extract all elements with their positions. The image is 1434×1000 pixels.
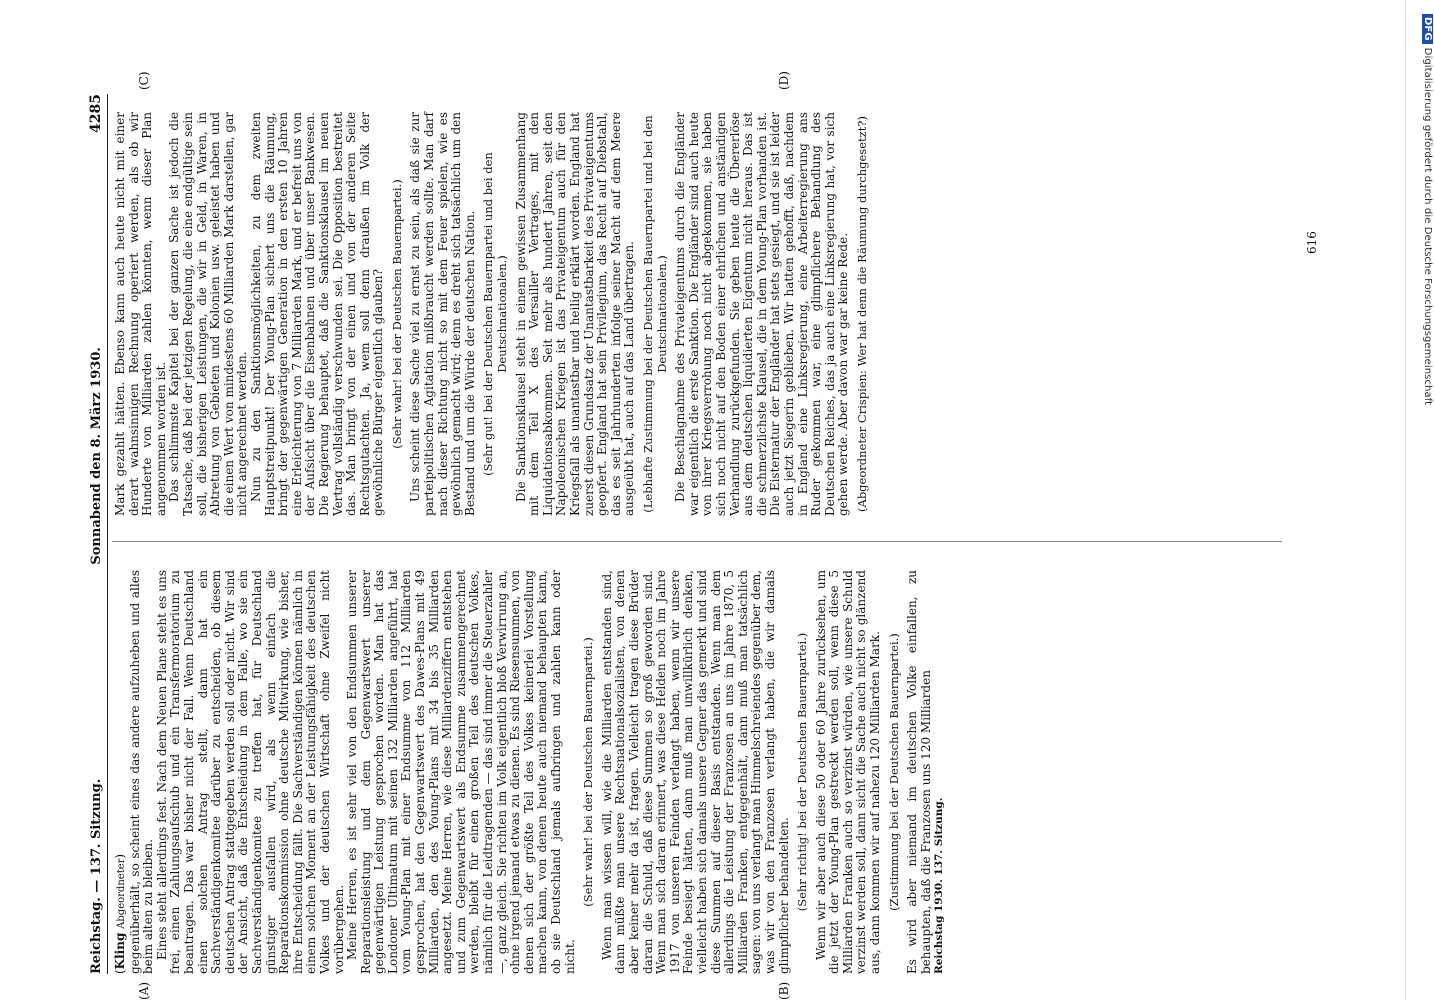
paragraph: Uns scheint diese Sache viel zu ernst zu sein, als daß sie zur parteipolitischen Agitation mißbraucht werden sollte. Man darf nach dieser Richtung nicht so mit dem Feuer spielen, wie es gewöhnlich gemacht wird; denn es dreht sich tatsächlich um den Bestand und um die Würde der deutschen Nation. (408, 112, 477, 516)
dfg-credit-text: Digitalisierung gefördert durch die Deutsche Forschungsgemeinschaft (1422, 47, 1433, 406)
margin-marker-c: (C) (137, 71, 151, 90)
margin-marker-d: (D) (777, 71, 791, 90)
paragraph: Nun zu den Sanktionsmöglichkeiten, zu dem zweiten Hauptstreitpunkt! Der Young-Plan sichert uns die Räumung, bringt der gegenwärtigen Generation in den ersten 10 Jahren eine Erleichterung von 7 Milliarden Mark, und er befreit uns von der Aufsicht über die Eisenbahnen und über unser Bankwesen. Die Regierung behauptet, daß die Sanktionsklausel im neuen Vertrag vollständig verschwunden sei. Die Opposition bestreitet das. Man bringt von der einen und von der anderen Seite Rechtsgutachten. Ja, wem soll denn draußen im Volk der gewöhnliche Bürger eigentlich glauben? (248, 112, 386, 516)
dfg-logo: DFG (1422, 14, 1433, 44)
interjection: (Zustimmung bei der Deutschen Bauernpartei.) (886, 633, 901, 911)
header-left: Reichstag. — 137. Sitzung. (89, 778, 105, 974)
paragraph: Es wird aber niemand im deutschen Volke einfallen, zu behaupten, daß die Franzosen uns 120 Milliarden (905, 570, 933, 974)
left-column (114, 570, 947, 974)
paragraph: Eines steht allerdings fest. Nach dem Neuen Plane steht es uns frei, einen Zahlungsaufschub und ein Transfermoratorium zu beantragen. Das war bisher nicht der Fall. Wenn Deutschland einen solchen Antrag stellt, dann hat ein Sachverständigenkomitee darüber zu entscheiden, ob diesem deutschen Antrag stattgegeben werden soll oder nicht. Wir sind der Ansicht, daß die Entscheidung in dem Falle, wo sie ein Sachverständigenkomitee zu treffen hat, für Deutschland günstiger ausfallen wird, als wenn einfach die Reparationskommission ohne deutsche Mitwirkung, wie bisher, ihre Entscheidung fällt. Die Sachverständigen können nämlich in einem solchen Moment an der Leistungsfähigkeit des deutschen Volkes und der deutschen Wirtschaft ohne Zweifel nicht vorübergehen. (154, 570, 346, 974)
header-date: Sonnabend den 8. März 1930. (89, 347, 105, 565)
page-header (78, 94, 108, 974)
paragraph: Das schlimmste Kapitel bei der ganzen Sache ist jedoch die Tatsache, daß bei der jetzigen Regelung, die eine endgültige sein soll, die bisherigen Leistungen, die wir in Geld, in Waren, in Abtretung von Gebieten und Kolonien usw. geleistet haben und die einen Wert von mindestens 60 Milliarden Mark darstellen, gar nicht angerechnet werden. (167, 112, 250, 516)
paragraph: Wenn wir aber auch diese 50 oder 60 Jahre zurücksehen, um die jetzt der Young-Plan gestreckt werden soll, wenn diese 5 Milliarden Franken auch so verzinst würden, wie unsere Schuld verzinst werden soll, dann sicht die Sache auch nicht so glänzend aus, dann kommen wir auf nahezu 120 Milliarden Mark. (813, 570, 883, 974)
dfg-credit (1422, 14, 1433, 405)
interjection: (Sehr richtig! bei der Deutschen Bauernpartei.) (795, 632, 810, 912)
speaker-name: Kling (113, 932, 127, 970)
interjection: (Sehr wahr! bei der Deutschen Bauernpartei.) (581, 637, 596, 907)
sheet-number: 616 (1305, 231, 1319, 254)
margin-marker-a: (A) (137, 981, 151, 1000)
interjection: (Abgeordneter Crispien: Wer hat denn die Räumung durchgesetzt?) (854, 116, 869, 512)
page-footer: Reichstag 1930. 137. Sitzung. (933, 797, 946, 974)
page-number: 4285 (88, 94, 105, 133)
interjection: (Sehr wahr! bei der Deutschen Bauernpartei.) (389, 179, 404, 449)
paragraph: Die Beschlagnahme des Privateigentums durch die Engländer war eigentlich die erste Sanktion. Die Engländer sind auch heute von ihrer Kriegsverrohung noch nicht abgekommen, sie haben sich noch nicht auf den Boden einer ehrlichen und anständigen Verhandlung zurückgefunden. Sie geben heute die Übererlöse aus dem deutschen liquidierten Eigentum nicht heraus. Das ist die schmerzlichste Klausel, die in dem Young-Plan vorhanden ist. Die Eisternatur der Engländer hat stets gesiegt, und sie ist leider auch jetzt Siegerin geblieben. Wir hatten gehofft, daß, nachdem in England eine Linksregierung, eine Arbeiterregierung ans Ruder gekommen war, eine glimpflichere Behandlung des Deutschen Reiches, das ja auch eine Linksregierung hat, vor sich gehen werde. Aber davon war gar keine Rede. (673, 112, 851, 516)
right-column (114, 112, 874, 516)
speaker-line: (Kling Abgeordneter) (113, 853, 127, 974)
speaker-role: Abgeordneter (116, 858, 127, 929)
paragraph: Die Sanktionsklausel steht in einem gewissen Zusammenhang mit dem Teil X des Versailler Vertrages, mit den Liquidationsabkommen. Seit mehr als hundert Jahren, seit den Napoleonischen Kriegen ist das Privateigentum auch für den Kriegsfall als unantastbar und heilig erklärt worden. England hat zuerst diesen Grundsatz der Unantastbarkeit des Privateigentums geopfert. England hat sein Privilegium, das Recht auf Diebstahl, das es seit Jahrhunderten infolge seiner Macht auf dem Meere ausgeübt hat, auch auf das Land übertragen. (513, 112, 637, 516)
paragraph: Mark gezahlt hätten. Ebenso kann auch heute nicht mit einer derart wahnsinnigen Rechnung operiert werden, als ob wir Hunderte von Milliarden zahlen könnten, wenn dieser Plan angenommen worden ist. (113, 112, 168, 516)
scanned-page (78, 71, 1343, 1000)
interjection: (Sehr gut! bei der Deutschen Bauernpartei und bei den Deutschnationalen.) (481, 152, 510, 476)
paragraph: Meine Herren, es ist sehr viel von den Endsummen unserer Reparationsleistung und dem Gegenwartswert unserer gegenwärtigen Leistung gesprochen worden. Man hat das Londoner Ultimatum mit seinen 132 Milliarden angeführt, hat vom Young-Plan mit einer Endsumme von 112 Milliarden gesprochen, hat den Gegenwartswert des Dawes-Plans mit 49 Milliarden, den des Young-Plans mit 34 bis 35 Milliarden angesetzt. Meine Herren, wie diese Milliardenziffern entstehen und zum Gegenwartswert als Endsumme zusammengerechnet werden, bleibt für einen großen Teil des deutschen Volkes, nämlich für die Leidtragenden — das sind immer die Steuerzahler —, ganz gleich. Sie richten im Volk eigentlich bloß Verwirrung an, ohne irgend jemand etwas zu dienen. Es sind Riesensummen, von denen sich der größte Teil des Volkes keinerlei Vorstellung machen kann, von denen heute auch niemand behaupten kann, ob sie Deutschland jemals aufbringen und zahlen kann oder nicht. (345, 570, 577, 974)
paragraph: gegenüberhält, so scheint eines das andere aufzuheben und alles beim alten zu bleiben. (127, 570, 156, 974)
margin-marker-b: (B) (777, 981, 791, 1000)
column-divider (112, 541, 1282, 542)
interjection: (Lebhafte Zustimmung bei der Deutschen Bauernpartei und bei den Deutschnationalen.) (640, 115, 669, 513)
paragraph: Wenn man wissen will, wie die Milliarden entstanden sind, dann müßte man unsere Rechtsnationalsozialisten, von denen aber keiner mehr da ist, fragen. Vielleicht tragen diese Brüder daran die Schuld, daß diese Summen so groß geworden sind. Wenn man sich daran erinnert, was diese Helden noch im Jahre 1917 von unseren Feinden verlangt haben, wenn wir unsere Feinde besiegt hätten, dann muß man unwillkürlich denken, vielleicht haben sich damals unsere Gegner das gemerkt und sind diese Summen auf dieser Basis entstanden. Wenn man dem allerdings die Leistung der Franzosen an uns im Jahre 1870, 5 Milliarden Franken, entgegenhält, dann muß man tatsächlich sagen: von uns verlangt man Himmelschreiendes gegenüber dem, was wir von den Franzosen verlangt haben, die wir damals glimpflicher behandelten. (599, 570, 791, 974)
